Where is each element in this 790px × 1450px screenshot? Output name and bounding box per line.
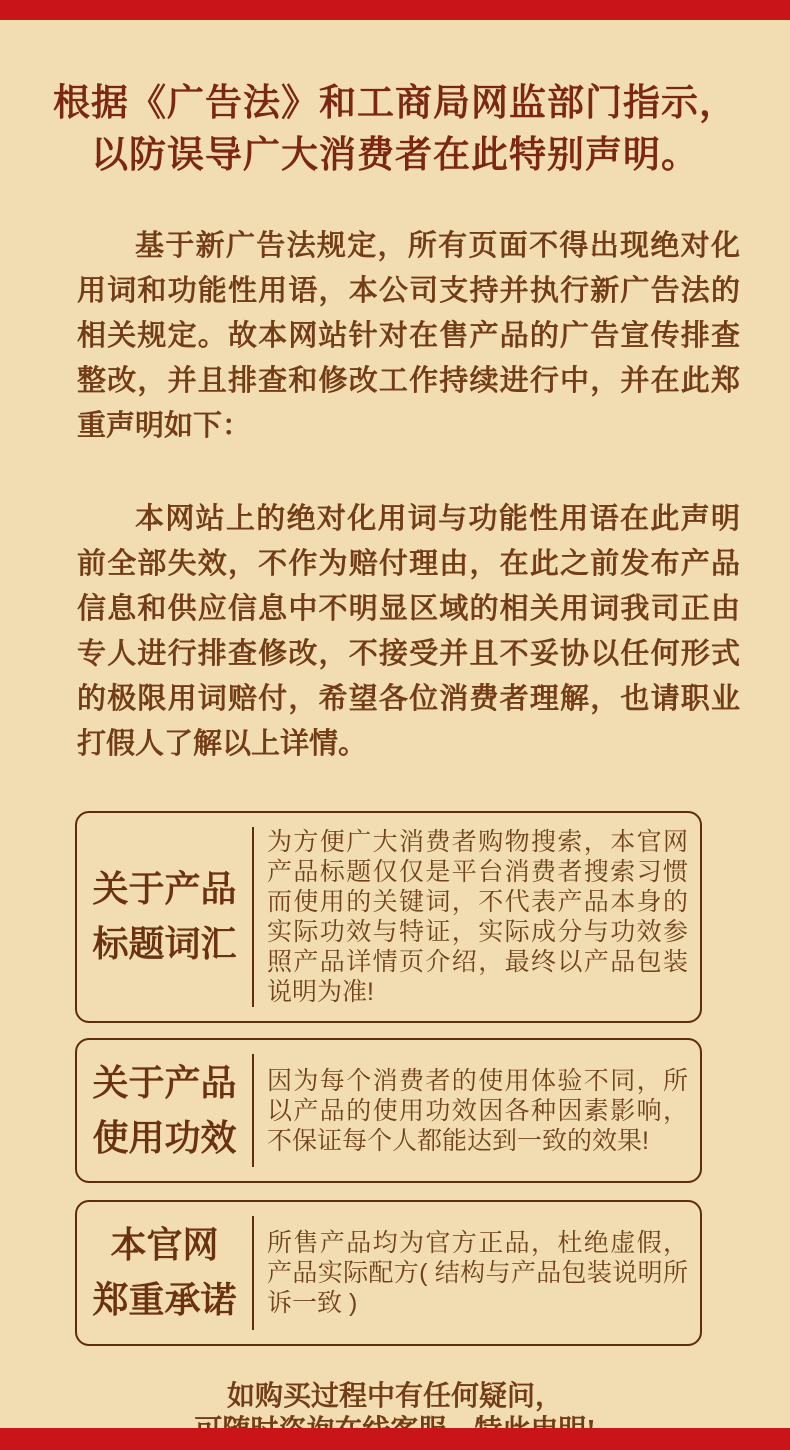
page-title-line1: 根据《广告法》和工商局网监部门指示， [53,83,737,124]
page-title [0,78,790,182]
notice-box-label-line1: 本官网 [110,1225,219,1265]
notice-box-label-line1: 关于产品 [92,1062,237,1103]
statement-paragraph-1: 基于新广告法规定，所有页面不得出现绝对化用词和功能性用语，本公司支持并执行新广告法的相关规定。故本网站针对在售产品的广告宣传排查整改，并且排查和修改工作持续进行中，并在此郑重声明如下： [77,230,740,442]
notice-box-label-line2: 郑重承诺 [92,1280,237,1320]
notice-box-product-title [75,811,702,1023]
notice-box-text: 因为每个消费者的使用体验不同，所以产品的使用功效因各种因素影响，不保证每个人都能达到一致的效果! [267,1066,688,1155]
notice-box-label-line2: 使用功效 [92,1117,237,1158]
notice-box-label-line1: 关于产品 [92,869,237,909]
notice-box-product-effect [75,1038,702,1183]
notice-box-official-promise [75,1200,702,1346]
notice-box-group [0,811,790,1346]
footer-note-line1: 如购买过程中有任何疑问， [226,1381,563,1412]
notice-box-text: 所售产品均为官方正品，杜绝虚假，产品实际配方( 结构与产品包装说明所诉一致 ) [267,1229,688,1317]
notice-box-text: 为方便广大消费者购物搜索，本官网产品标题仅仅是平台消费者搜索习惯而使用的关键词，不代表产品本身的实际功效与特证，实际成分与功效参照产品详情页介绍，最终以产品包装说明为准! [267,828,688,1006]
notice-box-label [77,1056,252,1166]
notice-box-label [77,862,252,972]
notice-box-label-line2: 标题词汇 [92,924,237,964]
page-title-line2: 以防误导广大消费者在此特别声明。 [91,135,699,176]
top-red-band [0,0,790,20]
statement-paragraph-2: 本网站上的绝对化用词与功能性用语在此声明前全部失效，不作为赔付理由，在此之前发布产品信息和供应信息中不明显区域的相关用词我司正由专人进行排查修改，不接受并且不妥协以任何形式的极限用词赔付，希望各位消费者理解，也请职业打假人了解以上详情。 [77,503,740,760]
notice-box-label [77,1218,252,1328]
bottom-red-band [0,1428,790,1450]
